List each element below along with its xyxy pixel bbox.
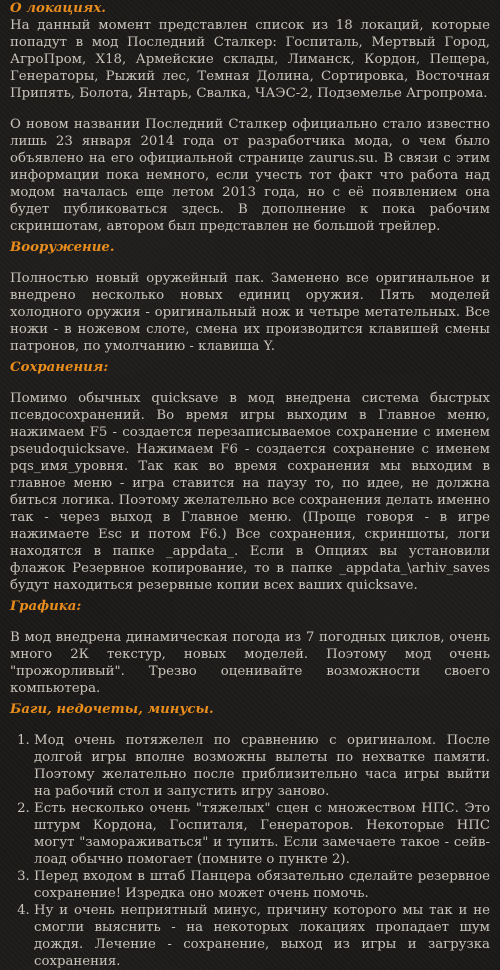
list-item: 3. Перед входом в штаб Панцера обязательно сделайте резервное сохранение! Изредка оно может очень помочь. [34, 868, 490, 902]
section-title-bugs: Баги, недочеты, минусы. [10, 702, 214, 717]
locations-paragraph-2: О новом названии Последний Сталкер официально стало известно лишь 23 января 2014 года от разработчика мода, о чем было объявлено на его официальной странице zaurus.su. В связи с этим информации пока немного, если учесть тот факт что работа над модом началась еще летом 2013 года, но с её появлением она будет публиковаться здесь. В дополнение к пока рабочим скриншотам, автором был представлен не большой трейлер. [10, 117, 490, 234]
graphics-paragraph: В мод внедрена динамическая погода из 7 погодных циклов, очень много 2К текстур, новых моделей. Поэтому мод очень "прожорливый". Трезво оценивайте возможности своего компьютера. [10, 630, 490, 696]
weapons-paragraph: Полностью новый оружейный пак. Заменено все оригинальное и внедрено несколько новых единиц оружия. Пять моделей холодного оружия - оригинальный нож и четыре метательных. Все ножи - в ножевом слоте, смена их производится клавишей смены патронов, по умолчанию - клавиша Y. [10, 271, 490, 354]
saves-paragraph: Помимо обычных quicksave в мод внедрена система быстрых псевдосохранений. Во время игры выходим в Главное меню, нажимаем F5 - создается перезаписываемое сохранение с именем pseudoquicksave. Нажимаем F6 - создается сохранение с именем pqs_имя_уровня. Так как во время сохранения мы выходим в главное меню - игра ставится на паузу то, по идее, не должна биться логика. Поэтому желательно все сохранения делать именно так - через выход в Главное меню. (Проще говоря - в игре нажимаете Esc и потом F6.) Все сохранения, скриншоты, логи находятся в папке _appdata_. Если в Опциях вы установили флажок Резервное копирование, то в папке _appdata_\arhiv_saves будут находиться резервные копии всех ваших quicksave. [10, 391, 490, 593]
section-title-saves: Сохранения: [10, 360, 109, 375]
list-item: 2. Есть несколько очень "тяжелых" сцен с множеством НПС. Это штурм Кордона, Госпиталя, Генераторов. Некоторые НПС могут "замораживаться" и тупить. Если замечаете такое - сейв-лоад обычно помогает (помните о пункте 2). [34, 800, 490, 868]
section-title-graphics: Графика: [10, 599, 82, 614]
locations-paragraph-1: На данный момент представлен список из 18 локаций, которые попадут в мод Последний Сталкер: Госпиталь, Мертвый Город, АгроПром, Х18, Армейские склады, Лиманск, Кордон, Пещера, Генераторы, Рыжий лес, Темная Долина, Сортировка, Восточная Припять, Болота, Янтарь, Свалка, ЧАЭС-2, Подземелье Агропрома. [10, 18, 490, 101]
spacer [10, 256, 490, 270]
bugs-list [10, 732, 490, 970]
spacer [10, 615, 490, 629]
list-item: 1. Мод очень потяжелел по сравнению с оригиналом. После долгой игры вполне возможны вылеты по нехватке памяти. Поэтому желательно после приблизительно часа игры выйти на рабочий стол и запустить игру заново. [34, 732, 490, 800]
section-title-weapons: Вооружение. [10, 240, 115, 255]
spacer [10, 376, 490, 390]
spacer [10, 102, 490, 116]
list-item: 4. Ну и очень неприятный минус, причину которого мы так и не смогли выяснить - на некоторых локациях пропадает шум дождя. Лечение - сохранение, выход из игры и загрузка сохранения. [34, 902, 490, 970]
section-title-locations: О локациях. [10, 1, 106, 16]
spacer [10, 718, 490, 732]
